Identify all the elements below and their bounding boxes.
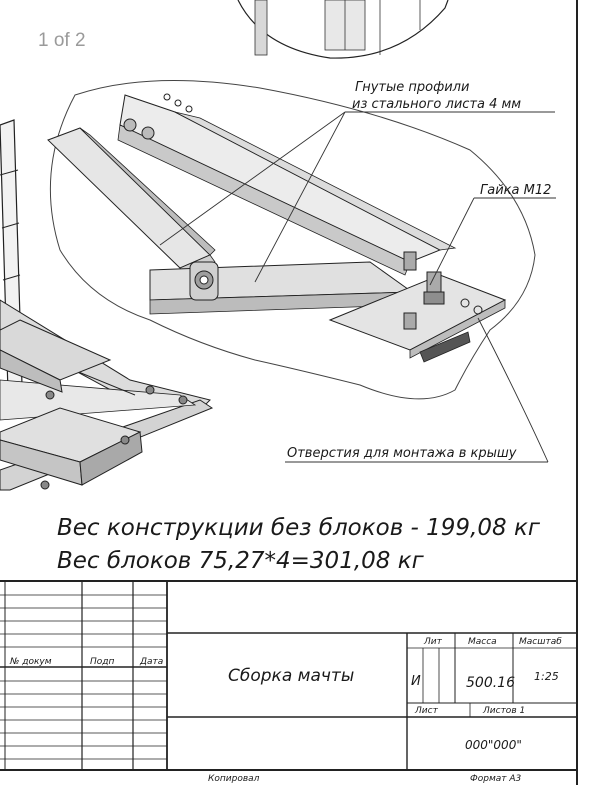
top-detail-view <box>238 0 448 58</box>
callout-holes: Отверстия для монтажа в крышу <box>287 446 517 461</box>
tb-mass-value: 500.16 <box>466 675 515 691</box>
weight-structure: Вес конструкции без блоков - 199,08 кг <box>57 515 540 541</box>
weight-blocks: Вес блоков 75,27*4=301,08 кг <box>57 548 424 574</box>
page-indicator: 1 of 2 <box>38 30 86 51</box>
tb-format: Формат А3 <box>470 774 522 784</box>
callout-profiles-line1: Гнутые профили <box>355 80 470 95</box>
tb-scale-value: 1:25 <box>534 670 559 683</box>
tb-doc-no-header: № докум <box>10 657 52 667</box>
tb-designation: 000"000" <box>465 738 522 752</box>
tb-scale-header: Масштаб <box>519 637 562 647</box>
tb-sheet-header: Лист <box>415 706 438 716</box>
tb-lit-header: Лит <box>424 637 442 647</box>
tb-lit-value: И <box>411 674 421 689</box>
tb-date-header: Дата <box>140 657 164 667</box>
tb-title: Сборка мачты <box>228 666 355 686</box>
callout-nut: Гайка М12 <box>480 183 552 198</box>
tb-sheets-header: Листов 1 <box>483 706 526 716</box>
tb-sign-header: Подп <box>90 657 115 667</box>
callout-profiles-line2: из стального листа 4 мм <box>352 97 522 112</box>
tb-copied: Копировал <box>208 774 260 784</box>
tb-mass-header: Масса <box>468 637 497 647</box>
